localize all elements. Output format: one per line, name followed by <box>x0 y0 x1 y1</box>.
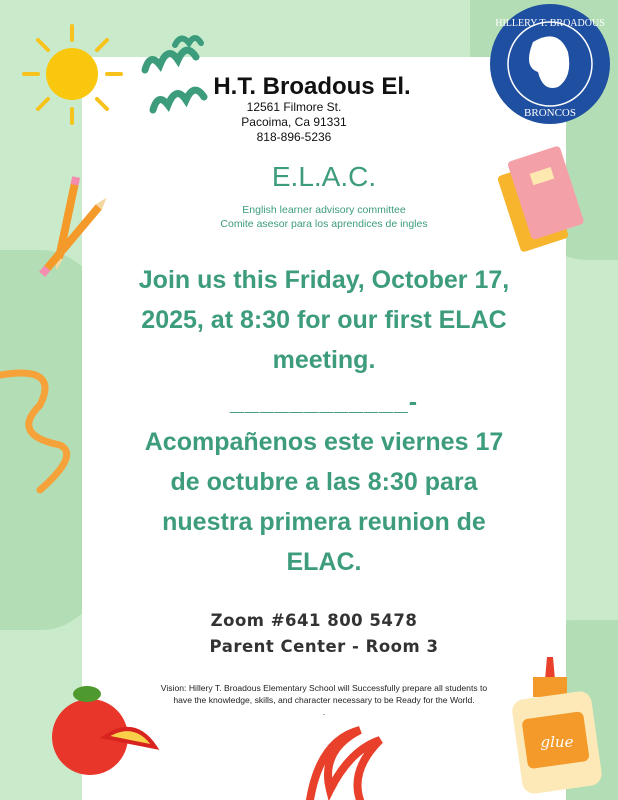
scribble-decoration-icon <box>300 718 390 800</box>
vision-line: Vision: Hillery T. Broadous Elementary School will Successfully prepare all students to <box>160 683 488 693</box>
scribble-decoration-icon <box>0 355 80 495</box>
announcement-line: Acompañenos este viernes 17 <box>144 428 504 456</box>
room: Parent Center - Room 3 <box>209 637 439 656</box>
address-line-2: Pacoima, Ca 91331 <box>241 115 347 129</box>
divider: ____________- <box>229 388 419 416</box>
svg-text:HILLERY T. BROADOUS: HILLERY T. BROADOUS <box>495 18 605 29</box>
announcement-en <box>82 260 566 380</box>
notebooks-icon <box>488 142 593 252</box>
address-line-1: 12561 Filmore St. <box>246 100 342 114</box>
vision-dot: . <box>322 707 326 717</box>
announcement-line: de octubre a las 8:30 para <box>170 468 478 496</box>
committee-acronym: E.L.A.C. <box>271 161 377 192</box>
announcement-es <box>82 422 566 582</box>
committee-name-en: English learner advisory committee <box>242 204 406 216</box>
committee-name-es: Comite asesor para los aprendices de ingles <box>220 218 428 230</box>
announcement-line: 2025, at 8:30 for our first ELAC <box>141 306 507 334</box>
glue-label: glue <box>540 733 574 751</box>
sun-icon <box>20 22 125 127</box>
spiral-decoration-icon <box>135 30 210 120</box>
announcement-line: Join us this Friday, October 17, <box>138 266 510 294</box>
school-name: H.T. Broadous El. <box>213 73 411 100</box>
glue-bottle-icon <box>505 655 605 795</box>
zoom-id: Zoom #641 800 5478 <box>210 611 418 630</box>
vision-line: have the knowledge, skills, and character necessary to be Ready for the World. <box>173 695 475 705</box>
announcement-line: meeting. <box>272 346 376 374</box>
pencils-icon <box>30 175 110 305</box>
school-logo <box>488 2 612 126</box>
announcement-line: ELAC. <box>286 548 362 576</box>
phone: 818-896-5236 <box>256 130 332 144</box>
apple-icon <box>45 672 160 787</box>
svg-text:BRONCOS: BRONCOS <box>524 107 576 119</box>
announcement-line: nuestra primera reunion de <box>162 508 486 536</box>
